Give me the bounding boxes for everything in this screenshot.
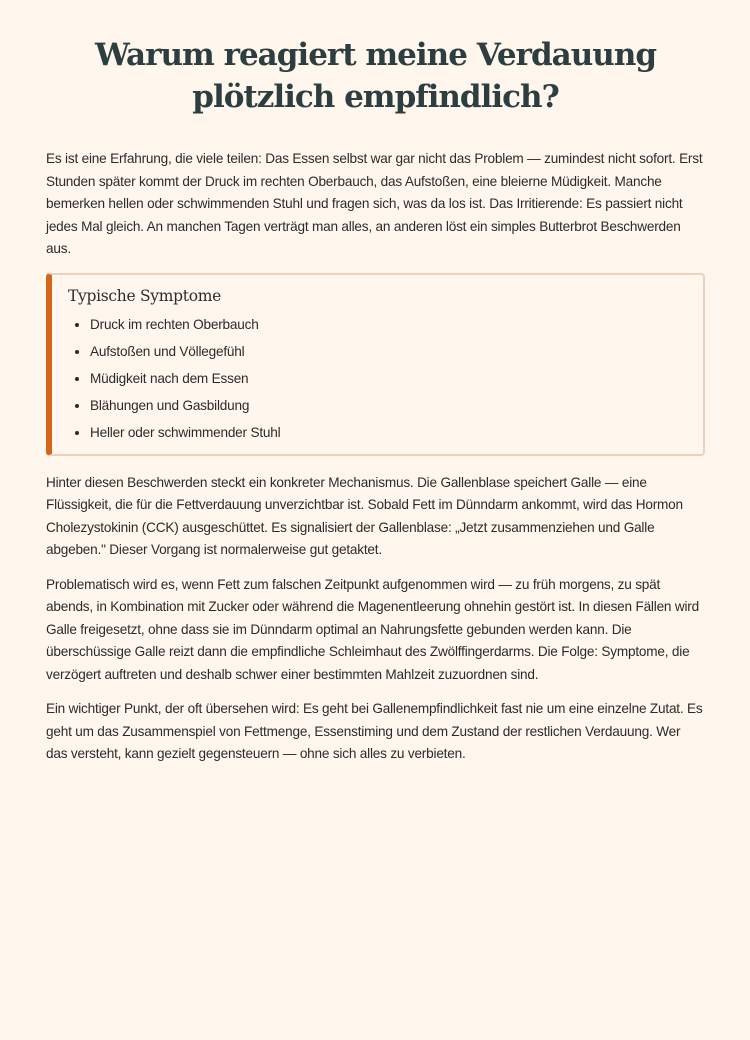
- list-item: • Druck im rechten Oberbauch: [90, 311, 687, 338]
- body-paragraph: Hinter diesen Beschwerden steckt ein konkreter Mechanismus. Die Gallenblase speichert Galle — eine Flüssigkeit, die für die Fettverdauung unverzichtbar ist. Sobald Fett im Dünndarm ankommt, wird das Hormon Cholezystokinin (CCK) ausgeschüttet. Es signalisiert der Gallenblase: „Jetzt zusammenziehen und Galle abgeben." Dieser Vorgang ist normalerweise gut getaktet.: [46, 474, 683, 557]
- list-item: • Müdigkeit nach dem Essen: [90, 365, 687, 392]
- symptoms-heading: Typische Symptome: [68, 286, 222, 305]
- symptoms-list: [68, 311, 687, 446]
- body-paragraph: Ein wichtiger Punkt, der oft übersehen wird: Es geht bei Gallenempfindlichkeit fast nie um eine einzelne Zutat. Es geht um das Zusammenspiel von Fettmenge, Essenstiming und dem Zustand der restlichen Verdauung. Wer das versteht, kann gezielt gegensteuern — ohne sich alles zu verbieten.: [46, 701, 703, 761]
- list-item: • Heller oder schwimmender Stuhl: [90, 419, 687, 446]
- body-paragraph: Problematisch wird es, wenn Fett zum falschen Zeitpunkt aufgenommen wird — zu früh morgens, zu spät abends, in Kombination mit Zucker oder während die Magenentleerung ohnehin gestört ist. In diesen Fällen wird Galle freigesetzt, ohne dass sie im Dünndarm optimal an Nahrungsfette gebunden werden kann. Die überschüssige Galle reizt dann die empfindliche Schleimhaut des Zwölffingerdarms. Die Folge: Symptome, die verzögert auftreten und deshalb schwer einer bestimmten Mahlzeit zuzuordnen sind.: [46, 576, 699, 682]
- intro-paragraph: Es ist eine Erfahrung, die viele teilen: Das Essen selbst war gar nicht das Problem — zumindest nicht sofort. Erst Stunden später kommt der Druck im rechten Oberbauch, das Aufstoßen, eine bleierne Müdigkeit. Manche bemerken hellen oder schwimmenden Stuhl und fragen sich, was da los ist. Das Irritierende: Es passiert nicht jedes Mal gleich. An manchen Tagen verträgt man alles, an anderen löst ein simples Butterbrot Beschwerden aus.: [46, 151, 703, 256]
- symptoms-box: [46, 273, 705, 456]
- page-title: Warum reagiert meine Verdauung plötzlich empfindlich?: [94, 37, 657, 115]
- list-item: • Blähungen und Gasbildung: [90, 392, 687, 419]
- list-item: • Aufstoßen und Völlegefühl: [90, 338, 687, 365]
